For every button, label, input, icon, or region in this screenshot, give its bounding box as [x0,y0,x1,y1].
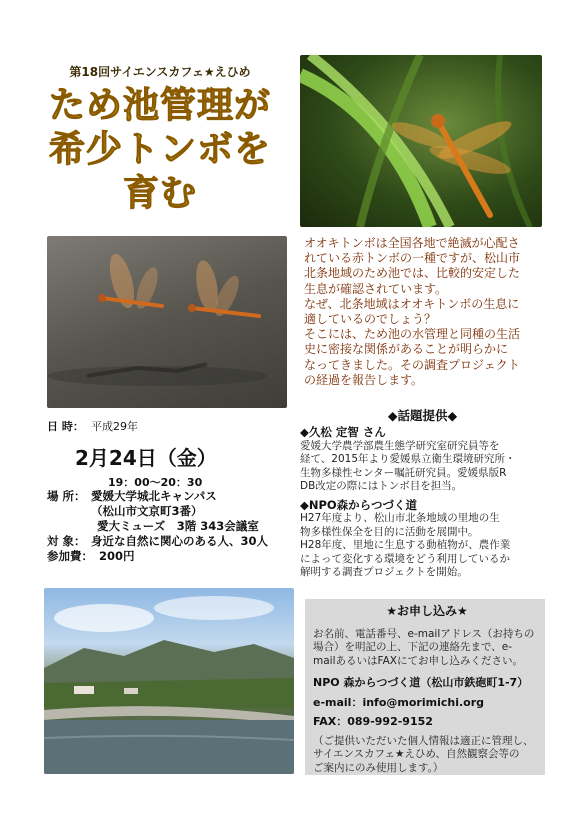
speaker-2-desc-line: 物多様性保全を目的に活動を展開中。 [300,525,479,538]
instruction-line: お名前、電話番号、e-mailアドレス（お持ちの [313,627,535,640]
privacy-line: ご案内にのみ使用します。） [313,761,444,774]
contact-fax: FAX：089-992-9152 [313,715,433,728]
place-room: 愛大ミューズ 3階 343会議室 [97,519,259,533]
fee-amount: 200円 [99,549,135,563]
intro-line: れている赤トンボの一種ですが、松山市 [304,251,521,266]
target-label: 対 象： [47,534,86,548]
speaker-1-desc-line: 経て、2015年より愛媛県立衛生環境研究所・ [300,453,516,465]
fee-row [47,549,302,564]
intro-line: の経過を報告します。 [304,372,424,387]
spacer [47,504,91,519]
instruction-line: 場合）を明記の上、下記の連絡先まで、e- [313,641,513,653]
intro-line: オオキトンボは全国各地で絶滅が心配さ [304,236,520,250]
place-address-row [47,504,302,519]
page-title [40,84,280,216]
event-info [47,420,297,434]
application-content [313,605,541,783]
intro-line: 史に密接な関係があることが明らかに [304,342,509,357]
speaker-2-desc [300,512,545,580]
application-instructions [313,628,541,669]
title-line-1: ため池管理が [48,85,271,126]
topics-section [300,426,545,585]
spacer [47,519,91,534]
place-room-row [47,519,302,534]
dragonfly-on-grass-photo [300,55,542,227]
intro-line: 適しているのでしょう？ [304,312,437,327]
intro-line: 北条地域のため池では、比較的安定した [304,266,521,281]
title-line-3: 育む [122,173,197,214]
intro-line: 生息が確認されています。 [304,281,448,296]
landscape-pond-photo [44,588,294,774]
event-details [47,489,302,564]
place-address: （松山市文京町3番） [91,504,203,518]
intro-line: なってきました。その調査プロジェクト [304,357,520,372]
speaker-2-desc-line: 解明する調査プロジェクトを開始。 [300,566,468,578]
fee-label: 参加費： [47,549,93,563]
contact-email[interactable]: e-mail：info@morimichi.org [313,695,484,709]
application-heading: ★お申し込み★ [386,604,468,618]
dragonflies-over-pond-photo [47,236,287,408]
place-name: 愛媛大学城北キャンパス [91,489,217,503]
era-year: 平成29年 [91,420,138,433]
intro-line: なぜ、北条地域はオオキトンボの生息に [304,296,520,311]
speaker-1-name: ◆久松 定智 さん [300,425,386,439]
place-label: 場 所： [47,489,86,503]
title-line-2: 希少トンボを [48,129,271,170]
privacy-line: （ご提供いただいた個人情報は適正に管理し、 [313,734,534,747]
event-time: 19：00～20：30 [108,476,203,489]
instruction-line: mailあるいはFAXにてお申し込みください。 [313,654,523,667]
place-row [47,489,302,504]
speaker-1-desc-line: DB改定の際にはトンボ目を担当。 [300,480,463,492]
organization-address: NPO 森からつづく道（松山市鉄砲町1-7） [313,676,529,689]
intro-text [304,236,544,388]
privacy-note [313,735,541,776]
speaker-1-desc-line: 生物多様性センター嘱託研究員。愛媛県版R [300,466,507,479]
intro-line: そこには、ため池の水管理と同種の生活 [304,327,521,342]
event-date: 2月24日（金） [75,446,217,470]
speaker-2-desc-line: によって変化する環境をどう利用しているか [300,552,510,565]
event-series: 第18回サイエンスカフェ★えひめ [69,65,251,79]
speaker-2-desc-line: H27年度より、松山市北条地域の里地の生 [300,512,500,524]
privacy-line: サイエンスカフェ★えひめ、自然観察会等の [313,748,520,760]
speaker-1-desc [300,440,545,494]
speaker-1-desc-line: 愛媛大学農学部農生態学研究室研究員等を [300,439,500,452]
speaker-2-name: ◆NPO森からつづく道 [300,497,418,512]
target-audience: 身近な自然に関心のある人、30人 [91,534,269,548]
target-row [47,534,302,549]
date-label: 日 時： [47,420,84,433]
date-row [47,420,297,434]
speaker-2-desc-line: H28年度、里地に生息する動植物が、農作業 [300,539,511,551]
topics-heading: ◆話題提供◆ [387,408,458,423]
